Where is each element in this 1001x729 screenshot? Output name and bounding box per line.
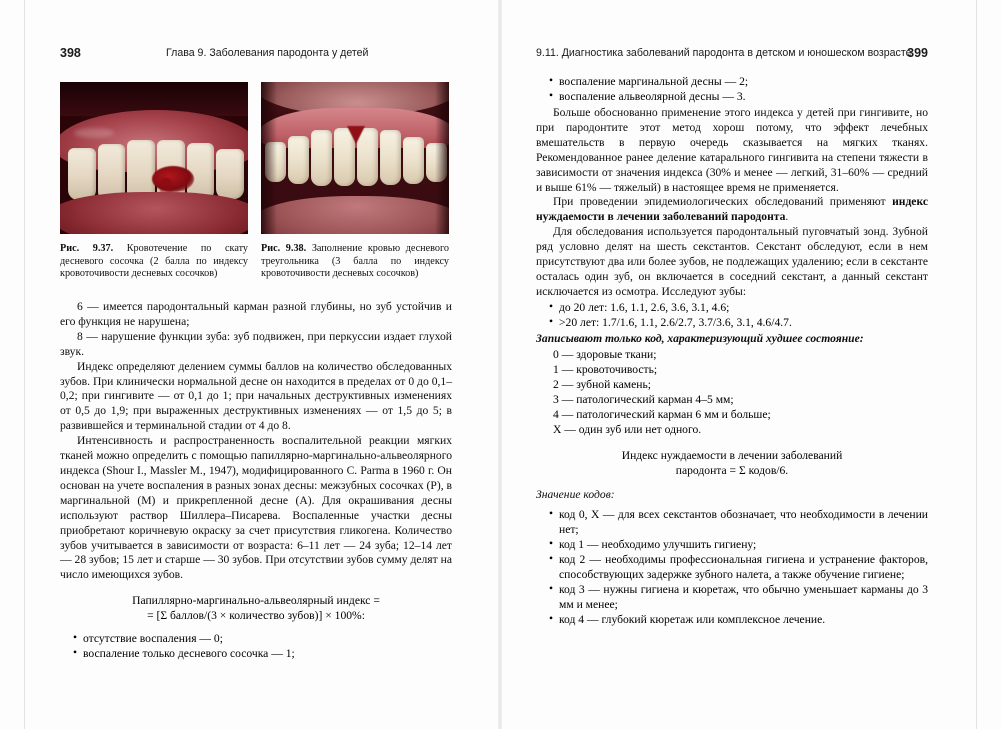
list-item: • код 4 — глубокий кюретаж или комплексное лечение. [536,612,928,627]
right-running-head [536,46,928,62]
paragraph-score-8: 8 — нарушение функции зуба: зуб подвижен, при перкуссии издает глухой звук. [60,329,452,358]
figure-9-38-number: Рис. 9.38. [261,243,307,254]
list-item: 2 — зубной камень; [553,377,651,391]
paragraph-index-calculation: Индекс определяют делением суммы баллов на количество обследованных зубов. При клинически нормальной десне он находится в пределах от 0 до 0,1–0,2; при гингивите — от 0,1 до 1; при начальных деструктивных изменениях от 0,5 до 1,9; при выраженных деструктивных изменениях — от 1,5 до 5; в развившейся и терминальной стадии от 4 до 8. [60,359,452,433]
cpitn-index-formula [536,448,928,478]
right-body-text [536,74,928,627]
list-item: 0 — здоровые ткани; [553,347,657,361]
figure-9-38-caption [261,243,449,281]
list-item: • код 0, Х — для всех секстантов обозначает, что необходимости в лечении нет; [536,507,928,537]
pma-score-list-continued [536,74,928,104]
list-item: • воспаление только десневого сосочка — 1; [60,646,452,661]
emphasised-term: индекс нуждаемости в лечении заболеваний пародонта [536,195,928,224]
right-running-title: 9.11. Диагностика заболеваний пародонта в детском и юношеском возрасте [536,47,912,59]
cpitn-formula-line1: Индекс нуждаемости в лечении заболеваний [621,448,843,462]
list-item: 4 — патологический карман 6 мм и больше; [553,407,771,421]
figure-9-37-text: Кровотечение по скату десневого сосочка (2 балла по индексу кровоточивости десневых сосочков) [60,243,248,280]
list-item: • воспаление маргинальной десны — 2; [536,74,928,89]
pma-formula-line2: = [Σ баллов/(3 × количество зубов)] × 100%: [147,609,365,623]
page-edge-right [976,0,977,729]
code-definitions-list [536,347,928,437]
paragraph-epidemiology-index-text: При проведении эпидемиологических обследований применяют индекс нуждаемости в лечении заболеваний пародонта. [536,195,928,224]
left-folio: 398 [60,46,81,60]
examined-teeth-list [536,300,928,330]
intraoral-photo-blood-filled-triangle [261,82,449,234]
left-page-column [60,46,452,661]
paragraph-score-6: 6 — имеется пародонтальный карман разной глубины, но зуб устойчив и его функция не нарушена; [60,300,452,328]
left-running-title: Глава 9. Заболевания пародонта у детей [166,47,369,59]
left-body-text [60,300,452,661]
list-item: • до 20 лет: 1.6, 1.1, 2.6, 3.6, 3.1, 4.6; [536,300,928,315]
figure-9-37-number: Рис. 9.37. [60,243,114,254]
paragraph-cpitn-probe: Для обследования используется пародонтальный пуговчатый зонд. Зубной ряд условно делят на шесть секстантов. Секстант обследуют, если в нем присутствуют два или более зубов, не подлежащих удалению; если в секстанте осталась один зуб, он включается в соседний секстант, а данный секстант исключается из осмотра. Исследуют зубы: [536,225,928,298]
figure-9-38-text: Заполнение кровью десневого треугольника (3 балла по индексу кровоточивости десневых сосочков) [261,243,449,280]
pma-formula-line1: Папиллярно-маргинально-альвеолярный индекс = [132,594,380,608]
list-item: • код 2 — необходимы профессиональная гигиена и устранение факторов, способствующих задержке зубного налета, а также обучение гигиене; [536,552,928,582]
list-item: • >20 лет: 1.7/1.6, 1.1, 2.6/2.7, 3.7/3.6, 3.1, 4.6/4.7. [536,315,928,330]
pma-formula [60,593,452,623]
list-item: • отсутствие воспаления — 0; [60,631,452,646]
right-folio: 399 [907,46,928,60]
figure-captions-row [60,236,452,286]
figure-row [60,82,452,234]
list-item: • код 3 — нужны гигиена и кюретаж, что обычно уменьшает карманы до 3 мм и менее; [536,582,928,612]
figure-9-38-image [261,82,449,234]
list-item: • код 1 — необходимо улучшить гигиену; [536,537,928,552]
list-item: • воспаление альвеолярной десны — 3. [536,89,928,104]
code-values-title: Значение кодов: [536,487,615,501]
paragraph-index-usage: Больше обоснованно применение этого индекса у детей при гингивите, но при пародонтите этот метод хорош потому, что эффект лечебных вмешательств в первую очередь сказывается на мягких тканях. Рекомендованное ранее деление катарального гингивита на степени тяжести в зависимости от значения индекса (30% и менее — легкий, 31–60% — средний и выше 61% — тяжелый) в настоящее время не применяется. [536,106,928,194]
paragraph-epidemiology-index [536,195,928,225]
paragraph-pma-index: Интенсивность и распространенность воспалительной реакции мягких тканей можно определить с помощью папиллярно-маргинально-альвеолярного индекса (Shour I., Massler M., 1947), модифицированного C. Parma в 1960 г. Он основан на учете воспаления в разных зонах десны: межзубных сосочках (Р), в маргинальной (М) и прикрепленной десне (А). Для окрашивания десны используют раствор Шиллера–Писарева. Воспаленные участки десны приобретают коричневую окраску за счет присутствия гликогена. Количество зубов учитывается в зависимости от возраста: 6–11 лет — 24 зуба; 12–14 лет — 28 зубов; 15 лет и старше — 30 зубов. При отсутствии зубов сумму делят на число имеющихся зубов. [60,434,452,582]
cpitn-formula-line2: пародонта = Σ кодов/6. [675,463,789,477]
intraoral-photo-bleeding-slope [60,82,248,234]
right-page-column [536,46,928,627]
list-item: Х — один зуб или нет одного. [553,422,702,436]
page-edge-left [24,0,25,729]
list-item: 1 — кровоточивость; [553,362,658,376]
figure-9-37-caption [60,243,248,281]
pma-score-list [60,631,452,661]
book-gutter [498,0,502,729]
list-item: 3 — патологический карман 4–5 мм; [553,392,734,406]
left-running-head [60,46,452,62]
code-values-list [536,507,928,627]
figure-9-37-image [60,82,248,234]
code-record-intro: Записывают только код, характеризующий худшее состояние: [536,331,864,345]
